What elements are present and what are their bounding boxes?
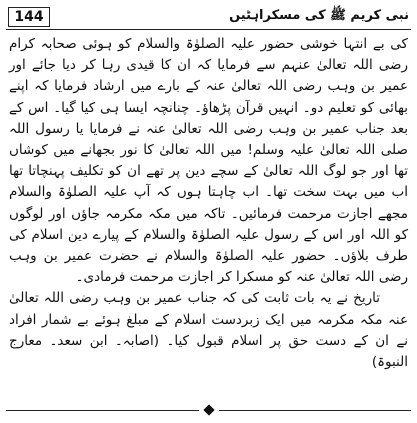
paragraph: تاریخ نے یہ بات ثابت کی کہ جناب عمیر بن وہب رضی اللہ تعالیٰ عنہ مکہ مکرمہ میں ایک زبردست اسلام کے مبلغ ہوئے بے شمار افراد نے ان کے دست حق پر اسلام قبول کیا۔ (اصابہ۔ ابن سعد۔ معارج النبوۃ) (9, 290, 408, 371)
diamond-ornament-icon (203, 404, 214, 415)
page-footer-ornament (6, 404, 411, 416)
page-body (6, 34, 411, 373)
page-number: 144 (8, 7, 50, 27)
footer-rule-left (6, 410, 199, 411)
footer-rule-right (219, 410, 412, 411)
paragraph: کی بے انتہا خوشی حضور علیہ الصلوٰۃ والسلام کو ہوئی صحابہ کرام رضی اللہ تعالیٰ عنہم سے فرمایا کہ ان کا قیدی رہا کر دیا جائے اور عمیر بن وہب رضی اللہ تعالیٰ عنہ کے بارے میں ارشاد فرمایا کہ اپنے بھائی کو تعلیم دو۔ انہیں قرآن پڑھاؤ۔ چنانچہ ایسا ہی کیا گیا۔ اس کے بعد جناب عمیر بن وہب رضی اللہ تعالیٰ عنہ نے فرمایا یا رسول اللہ صلی اللہ تعالیٰ علیہ وسلم! میں اللہ تعالیٰ کا نور بجھانے میں کوشاں تھا اور جو لوگ اللہ تعالیٰ کے سچے دین پر تھے ان کو تکلیف پہنچاتا تھا اب میں بہت سخت تھا۔ اب چاہتا ہوں کہ آپ علیہ الصلوٰۃ والسلام مجھے اجازت مرحمت فرمائیں۔ تاکہ میں مکہ مکرمہ جاؤں اور لوگوں کو اللہ اور اس کے رسول علیہ الصلوٰۃ والسلام کے پیارے دین اسلام کی طرف بلاؤں۔ حضور علیہ الصلوٰۃ والسلام نے حضرت عمیر بن وہب رضی اللہ تعالیٰ عنہ کو مسکرا کر اجازت مرحمت فرمادی۔ (9, 36, 408, 286)
running-title: نبی کریم ﷺ کی مسکراہٹیں (229, 8, 409, 23)
page-header (6, 4, 411, 30)
